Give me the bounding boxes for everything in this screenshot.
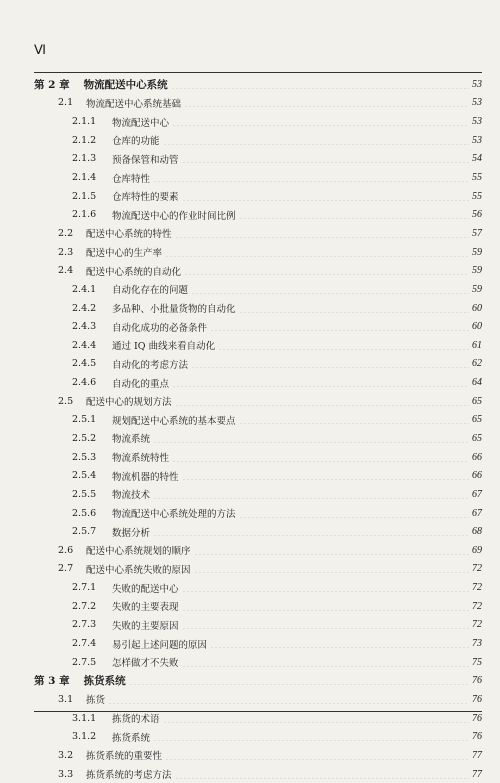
dot-leader — [182, 620, 469, 629]
dot-leader — [163, 714, 469, 723]
toc-entry-number: 2.1.1 — [72, 116, 97, 128]
toc-entry-title: 配送中心系统的特性 — [86, 229, 172, 241]
toc-entry-title: 通过 IQ 曲线来看自动化 — [112, 341, 216, 353]
toc-section[interactable] — [34, 560, 482, 579]
top-rule — [34, 72, 482, 73]
toc-entry-page: 57 — [472, 227, 482, 239]
dot-leader — [239, 304, 469, 313]
toc-entry-title: 物流配送中心系统处理的方法 — [112, 509, 236, 521]
dot-leader — [171, 80, 469, 89]
dot-leader — [210, 639, 469, 648]
toc-entry-title: 数据分析 — [112, 527, 151, 539]
toc-entry-number: 2.5.7 — [72, 526, 97, 538]
toc-section[interactable] — [34, 224, 482, 243]
table-of-contents — [34, 75, 482, 783]
toc-entry-number: 2.5.1 — [72, 414, 97, 426]
dot-leader — [153, 732, 469, 741]
dot-leader — [191, 359, 469, 368]
toc-entry-title: 仓库特性 — [112, 173, 151, 185]
dot-leader — [184, 98, 469, 107]
toc-subsection[interactable] — [34, 131, 482, 150]
dot-leader — [175, 770, 469, 779]
toc-entry-number: 2.7.5 — [72, 656, 97, 668]
toc-entry-title: 失败的主要原因 — [112, 620, 179, 632]
toc-entry-number: 2.7.1 — [72, 582, 97, 594]
toc-entry-number: 2.7 — [58, 563, 74, 575]
toc-entry-number: 3.1.2 — [72, 731, 97, 743]
toc-entry-title: 自动化的考虑方法 — [112, 359, 189, 371]
toc-entry-number: 2.4.6 — [72, 377, 97, 389]
toc-section[interactable] — [34, 261, 482, 280]
toc-entry-page: 66 — [472, 470, 482, 482]
toc-entry-title: 配送中心系统规划的顺序 — [86, 546, 191, 558]
toc-entry-title: 失败的主要表现 — [112, 602, 179, 614]
dot-leader — [182, 658, 469, 667]
toc-entry-title: 仓库的功能 — [112, 136, 160, 148]
toc-entry-title: 失败的配送中心 — [112, 583, 179, 595]
toc-entry-number: 3.1 — [58, 693, 74, 705]
toc-entry-number: 2.2 — [58, 227, 74, 239]
toc-entry-title: 配送中心系统的自动化 — [86, 266, 182, 278]
toc-entry-page: 77 — [472, 768, 482, 780]
toc-entry-number: 第 2 章 — [34, 78, 70, 91]
dot-leader — [239, 210, 469, 219]
toc-section[interactable] — [34, 392, 482, 411]
dot-leader — [191, 285, 469, 294]
toc-entry-title: 配送中心系统失败的原因 — [86, 564, 191, 576]
toc-section[interactable] — [34, 541, 482, 560]
toc-entry-number: 2.4.2 — [72, 302, 97, 314]
toc-entry-number: 2.1.4 — [72, 172, 97, 184]
toc-entry-number: 3.1.1 — [72, 712, 97, 724]
toc-subsection[interactable] — [34, 466, 482, 485]
dot-leader — [182, 602, 469, 611]
toc-entry-page: 53 — [472, 116, 482, 128]
toc-entry-number: 2.1.6 — [72, 209, 97, 221]
toc-entry-number: 2.1 — [58, 97, 74, 109]
toc-subsection[interactable] — [34, 336, 482, 355]
toc-entry-number: 2.5.6 — [72, 507, 97, 519]
toc-chapter[interactable] — [34, 75, 482, 94]
toc-subsection[interactable] — [34, 634, 482, 653]
toc-entry-page: 76 — [472, 712, 482, 724]
toc-entry-page: 73 — [472, 638, 482, 650]
dot-leader — [210, 322, 469, 331]
toc-entry-title: 自动化存在的问题 — [112, 285, 189, 297]
toc-entry-title: 自动化的重点 — [112, 378, 170, 390]
toc-entry-number: 3.2 — [58, 749, 74, 761]
toc-entry-number: 第 3 章 — [34, 675, 70, 688]
toc-entry-title: 易引起上述问题的原因 — [112, 639, 208, 651]
dot-leader — [175, 397, 469, 406]
toc-entry-title: 配送中心的生产率 — [86, 248, 163, 260]
dot-leader — [108, 695, 469, 704]
toc-section[interactable] — [34, 690, 482, 709]
toc-entry-title: 仓库特性的要素 — [112, 192, 179, 204]
toc-entry-page: 56 — [472, 209, 482, 221]
toc-section[interactable] — [34, 746, 482, 765]
toc-entry-page: 59 — [472, 265, 482, 277]
toc-entry-title: 物流配送中心的作业时间比例 — [112, 210, 236, 222]
toc-entry-page: 53 — [472, 78, 482, 90]
toc-entry-page: 64 — [472, 377, 482, 389]
toc-entry-number: 3.3 — [58, 768, 74, 780]
toc-entry-page: 53 — [472, 97, 482, 109]
toc-entry-page: 55 — [472, 190, 482, 202]
dot-leader — [129, 676, 469, 685]
toc-entry-number: 2.7.4 — [72, 638, 97, 650]
toc-entry-title: 配送中心的规划方法 — [86, 397, 172, 409]
toc-subsection[interactable] — [34, 317, 482, 336]
toc-entry-number: 2.1.3 — [72, 153, 97, 165]
dot-leader — [218, 341, 469, 350]
toc-entry-title: 规划配送中心系统的基本要点 — [112, 415, 236, 427]
toc-entry-title: 物流系统 — [112, 434, 151, 446]
toc-entry-page: 66 — [472, 451, 482, 463]
toc-entry-page: 59 — [472, 283, 482, 295]
dot-leader — [153, 527, 469, 536]
toc-entry-number: 2.5.5 — [72, 488, 97, 500]
toc-entry-title: 物流系统特性 — [112, 453, 170, 465]
toc-entry-number: 2.1.2 — [72, 134, 97, 146]
toc-subsection[interactable] — [34, 373, 482, 392]
toc-entry-number: 2.4.5 — [72, 358, 97, 370]
toc-entry-page: 59 — [472, 246, 482, 258]
toc-subsection[interactable] — [34, 150, 482, 169]
toc-subsection[interactable] — [34, 727, 482, 746]
dot-leader — [194, 564, 469, 573]
toc-entry-title: 物流机器的特性 — [112, 471, 179, 483]
toc-subsection[interactable] — [34, 168, 482, 187]
toc-entry-number: 2.4.1 — [72, 283, 97, 295]
bottom-rule — [34, 711, 482, 712]
toc-subsection[interactable] — [34, 299, 482, 318]
toc-entry-title: 拣货 — [86, 695, 106, 707]
toc-subsection[interactable] — [34, 597, 482, 616]
toc-subsection[interactable] — [34, 448, 482, 467]
toc-entry-title: 多品种、小批量货物的自动化 — [112, 304, 236, 315]
toc-entry-page: 60 — [472, 302, 482, 314]
toc-entry-number: 2.6 — [58, 544, 74, 556]
dot-leader — [182, 583, 469, 592]
dot-leader — [239, 415, 469, 424]
dot-leader — [172, 453, 469, 462]
toc-subsection[interactable] — [34, 411, 482, 430]
toc-entry-title: 拣货系统的重要性 — [86, 751, 163, 763]
dot-leader — [175, 229, 469, 238]
toc-entry-title: 怎样做才不失败 — [112, 658, 179, 670]
toc-entry-page: 72 — [472, 619, 482, 631]
toc-subsection[interactable] — [34, 578, 482, 597]
toc-subsection[interactable] — [34, 280, 482, 299]
page-number: Ⅵ — [34, 42, 45, 57]
dot-leader — [165, 248, 469, 257]
toc-entry-page: 76 — [472, 675, 482, 687]
toc-subsection[interactable] — [34, 429, 482, 448]
toc-section[interactable] — [34, 94, 482, 113]
toc-chapter[interactable] — [34, 672, 482, 691]
toc-entry-page: 54 — [472, 153, 482, 165]
toc-entry-number: 2.7.2 — [72, 600, 97, 612]
dot-leader — [153, 490, 469, 499]
toc-entry-number: 2.4.3 — [72, 321, 97, 333]
toc-entry-page: 76 — [472, 731, 482, 743]
toc-entry-number: 2.4 — [58, 265, 74, 277]
toc-entry-number: 2.1.5 — [72, 190, 97, 202]
toc-entry-page: 60 — [472, 321, 482, 333]
toc-subsection[interactable] — [34, 616, 482, 635]
toc-entry-page: 69 — [472, 544, 482, 556]
toc-entry-number: 2.7.3 — [72, 619, 97, 631]
toc-entry-number: 2.5.2 — [72, 432, 97, 444]
toc-entry-page: 67 — [472, 488, 482, 500]
toc-entry-number: 2.5.4 — [72, 470, 97, 482]
toc-entry-page: 76 — [472, 693, 482, 705]
toc-entry-page: 68 — [472, 526, 482, 538]
toc-subsection[interactable] — [34, 522, 482, 541]
toc-entry-title: 拣货的术语 — [112, 714, 160, 726]
toc-section[interactable] — [34, 765, 482, 783]
dot-leader — [153, 434, 469, 443]
toc-entry-page: 67 — [472, 507, 482, 519]
toc-section[interactable] — [34, 243, 482, 262]
toc-entry-number: 2.5.3 — [72, 451, 97, 463]
toc-entry-title: 预备保管和动管 — [112, 154, 179, 166]
toc-subsection[interactable] — [34, 504, 482, 523]
toc-entry-page: 65 — [472, 395, 482, 407]
toc-entry-page: 53 — [472, 134, 482, 146]
toc-entry-page: 77 — [472, 749, 482, 761]
toc-subsection[interactable] — [34, 187, 482, 206]
toc-entry-title: 物流配送中心系统 — [83, 78, 168, 91]
toc-entry-page: 72 — [472, 600, 482, 612]
dot-leader — [182, 471, 469, 480]
toc-subsection[interactable] — [34, 205, 482, 224]
toc-entry-title: 拣货系统的考虑方法 — [86, 770, 172, 782]
toc-entry-page: 72 — [472, 582, 482, 594]
toc-entry-title: 物流配送中心 — [112, 117, 170, 129]
toc-entry-title: 拣货系统 — [112, 732, 151, 744]
toc-entry-page: 65 — [472, 414, 482, 426]
dot-leader — [163, 136, 469, 145]
toc-subsection[interactable] — [34, 653, 482, 672]
dot-leader — [182, 154, 469, 163]
dot-leader — [165, 751, 469, 760]
toc-entry-title: 拣货系统 — [83, 675, 126, 688]
toc-entry-page: 61 — [472, 339, 482, 351]
dot-leader — [153, 173, 469, 182]
toc-subsection[interactable] — [34, 112, 482, 131]
toc-entry-page: 65 — [472, 432, 482, 444]
dot-leader — [182, 192, 469, 201]
toc-entry-title: 物流技术 — [112, 490, 151, 502]
toc-entry-page: 72 — [472, 563, 482, 575]
dot-leader — [184, 266, 469, 275]
toc-entry-title: 自动化成功的必备条件 — [112, 322, 208, 334]
dot-leader — [239, 509, 469, 518]
toc-entry-number: 2.3 — [58, 246, 74, 258]
dot-leader — [172, 378, 469, 387]
dot-leader — [194, 546, 469, 555]
toc-entry-page: 55 — [472, 172, 482, 184]
toc-entry-number: 2.5 — [58, 395, 74, 407]
toc-entry-page: 75 — [472, 656, 482, 668]
toc-subsection[interactable] — [34, 485, 482, 504]
toc-entry-page: 62 — [472, 358, 482, 370]
toc-entry-number: 2.4.4 — [72, 339, 97, 351]
toc-entry-title: 物流配送中心系统基础 — [86, 98, 182, 110]
dot-leader — [172, 117, 469, 126]
toc-subsection[interactable] — [34, 355, 482, 374]
